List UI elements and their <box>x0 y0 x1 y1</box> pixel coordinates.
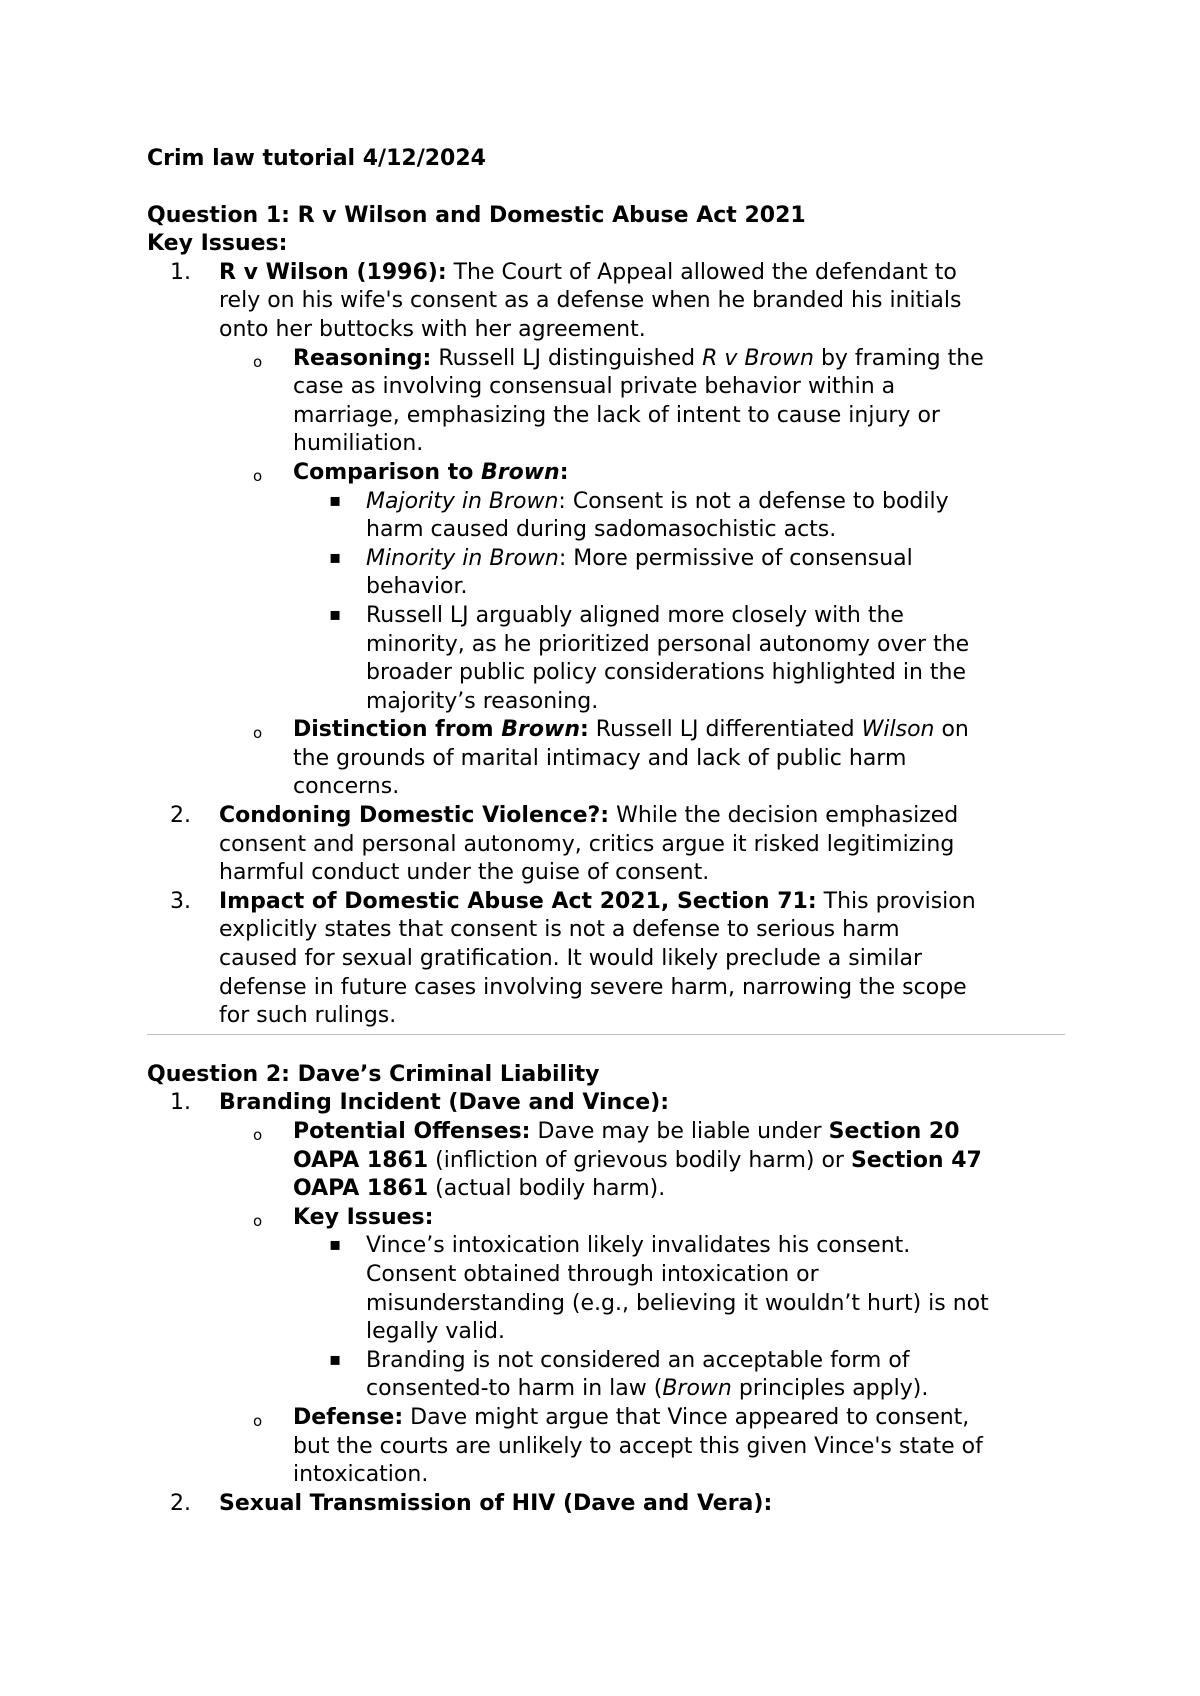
circle-bullet-icon: o <box>253 1126 263 1144</box>
bullet-line: behavior. <box>366 574 468 600</box>
list-number: 2. <box>170 1490 191 1516</box>
q1-item-3-line: defense in future cases involving severe harm, narrowing the scope <box>219 974 967 1000</box>
square-bullet-icon: ▪ <box>329 603 342 625</box>
q1-item-3-lead: Impact of Domestic Abuse Act 2021, Section 71: <box>219 888 817 914</box>
document-title: Crim law tutorial 4/12/2024 <box>147 146 486 171</box>
distinction-line: the grounds of marital intimacy and lack of public harm <box>293 745 907 771</box>
question-1-heading: Question 1: R v Wilson and Domestic Abuse Act 2021 <box>147 202 806 228</box>
offenses-line <box>147 1175 1065 1204</box>
case-name-italic: R v Brown <box>702 345 814 371</box>
question-2-heading: Question 2: Dave’s Criminal Liability <box>147 1061 600 1087</box>
circle-bullet-icon: o <box>253 1411 263 1430</box>
statute-name: OAPA 1861 <box>293 1147 429 1173</box>
defense-text: Dave might argue that Vince appeared to consent, <box>403 1404 970 1430</box>
defense-line: but the courts are unlikely to accept this given Vince's state of <box>293 1433 983 1459</box>
q1-item-2-text: While the decision emphasized <box>609 803 959 829</box>
q1-item-3-text: This provision <box>816 888 976 914</box>
q2-item-1-lead: Branding Incident (Dave and Vince): <box>219 1090 670 1116</box>
circle-bullet-icon: o <box>253 724 263 743</box>
case-name-italic: Brown <box>481 459 560 485</box>
bullet-line: legally valid. <box>366 1319 506 1345</box>
circle-bullet-icon: o <box>253 1211 263 1230</box>
bullet-text: Russell LJ arguably aligned more closely with the <box>366 602 904 628</box>
q1-list-item-2 <box>147 802 1065 888</box>
key-issues-lead: Key Issues: <box>293 1204 434 1230</box>
bullet-text: Vince’s intoxication likely invalidates his consent. <box>366 1233 911 1259</box>
square-bullet-icon: ▪ <box>329 1234 342 1256</box>
q1-item-2-line: consent and personal autonomy, critics argue it risked legitimizing <box>219 831 955 857</box>
q2-list-item-1 <box>147 1089 1065 1489</box>
reasoning-line: marriage, emphasizing the lack of intent to cause injury or <box>293 402 940 428</box>
defense-subitem <box>147 1404 1065 1433</box>
distinction-lead-colon: : <box>580 717 589 743</box>
reasoning-subitem <box>147 345 1065 374</box>
reasoning-text: by framing the <box>813 345 984 371</box>
q1-key-issues-label: Key Issues: <box>147 231 288 257</box>
bullet-line: broader public policy considerations highlighted in the <box>366 660 967 686</box>
q1-item-3-line: for such rulings. <box>219 1003 397 1029</box>
bullet-line: harm caused during sadomasochistic acts. <box>366 517 837 543</box>
square-bullet-icon: ▪ <box>329 489 342 511</box>
q2-item-1-line <box>147 1089 1065 1118</box>
distinction-text: on <box>934 717 969 743</box>
reasoning-lead: Reasoning: <box>293 345 432 371</box>
q2-list-item-2 <box>147 1490 1065 1519</box>
minority-label: Minority in Brown <box>366 545 559 571</box>
offenses-subitem <box>147 1118 1065 1147</box>
bullet-line: minority, as he prioritized personal autonomy over the <box>366 631 970 657</box>
comparison-bullet <box>147 545 1065 574</box>
reasoning-line: humiliation. <box>293 431 424 457</box>
comparison-subitem <box>147 459 1065 488</box>
q1-item-3-line <box>147 888 1065 917</box>
bullet-text: : More permissive of consensual <box>558 545 913 571</box>
document-body <box>147 145 1065 1518</box>
q2-item-2-lead: Sexual Transmission of HIV (Dave and Vera): <box>219 1490 773 1516</box>
list-number: 3. <box>170 888 191 914</box>
q1-item-2-line: harmful conduct under the guise of consent. <box>219 860 710 886</box>
q2-item-2-line <box>147 1490 1065 1519</box>
q1-item-1-text: The Court of Appeal allowed the defendant to <box>446 259 957 285</box>
q1-list-item-1 <box>147 259 1065 802</box>
comparison-lead: Comparison to <box>293 459 481 485</box>
offenses-line <box>147 1147 1065 1176</box>
case-name-italic: Wilson <box>861 717 935 743</box>
offenses-text: (actual bodily harm). <box>428 1176 666 1202</box>
q1-item-1-line: rely on his wife's consent as a defense when he branded his initials <box>219 288 962 314</box>
horizontal-divider <box>147 1034 1065 1035</box>
circle-bullet-icon: o <box>253 466 263 485</box>
reasoning-text: Russell LJ distinguished <box>431 345 703 371</box>
circle-bullet-icon: o <box>253 352 263 371</box>
key-issues-bullet <box>147 1347 1065 1376</box>
square-bullet-icon: ▪ <box>329 1348 342 1370</box>
distinction-subitem <box>147 716 1065 745</box>
comparison-lead-colon: : <box>559 459 569 485</box>
q1-item-1-lead: R v Wilson (1996): <box>219 259 447 285</box>
q1-list-item-3 <box>147 888 1065 1031</box>
q1-item-1-line <box>147 259 1065 288</box>
bullet-line <box>147 1375 1065 1404</box>
square-bullet-icon: ▪ <box>329 546 342 568</box>
bullet-text: principles apply). <box>731 1376 929 1402</box>
bullet-line: misunderstanding (e.g., believing it wouldn’t hurt) is not <box>366 1290 989 1316</box>
q1-item-2-lead: Condoning Domestic Violence?: <box>219 803 610 829</box>
q1-item-2-line <box>147 802 1065 831</box>
statute-name: OAPA 1861 <box>293 1176 429 1202</box>
list-number: 1. <box>170 259 191 285</box>
q1-item-1-line: onto her buttocks with her agreement. <box>219 316 646 342</box>
distinction-line: concerns. <box>293 774 400 800</box>
distinction-lead: Distinction from <box>293 717 502 743</box>
list-number: 2. <box>170 803 191 829</box>
majority-label: Majority in Brown <box>366 488 559 514</box>
statute-section: Section 47 <box>850 1147 982 1173</box>
bullet-line: majority’s reasoning. <box>366 688 599 714</box>
case-name-italic: Brown <box>662 1376 732 1402</box>
bullet-text: consented-to harm in law ( <box>366 1376 663 1402</box>
statute-section: Section 20 <box>828 1119 960 1144</box>
comparison-bullet <box>147 488 1065 517</box>
reasoning-line: case as involving consensual private behavior within a <box>293 374 896 400</box>
defense-line: intoxication. <box>293 1462 429 1488</box>
key-issues-bullet <box>147 1232 1065 1261</box>
offenses-lead: Potential Offenses: <box>293 1119 531 1144</box>
bullet-line: Consent obtained through intoxication or <box>366 1261 819 1287</box>
distinction-text: Russell LJ differentiated <box>588 717 862 743</box>
list-number: 1. <box>170 1090 191 1116</box>
bullet-text: Branding is not considered an acceptable form of <box>366 1347 910 1373</box>
q1-item-3-line: explicitly states that consent is not a defense to serious harm <box>219 917 900 943</box>
key-issues-subitem <box>147 1204 1065 1233</box>
offenses-text: Dave may be liable under <box>530 1119 829 1144</box>
bullet-text: : Consent is not a defense to bodily <box>558 488 949 514</box>
defense-lead: Defense: <box>293 1404 404 1430</box>
offenses-text: (infliction of grievous bodily harm) or <box>428 1147 851 1173</box>
case-name-italic: Brown <box>501 717 580 743</box>
comparison-bullet <box>147 602 1065 631</box>
q1-item-3-line: caused for sexual gratification. It would likely preclude a similar <box>219 946 923 972</box>
